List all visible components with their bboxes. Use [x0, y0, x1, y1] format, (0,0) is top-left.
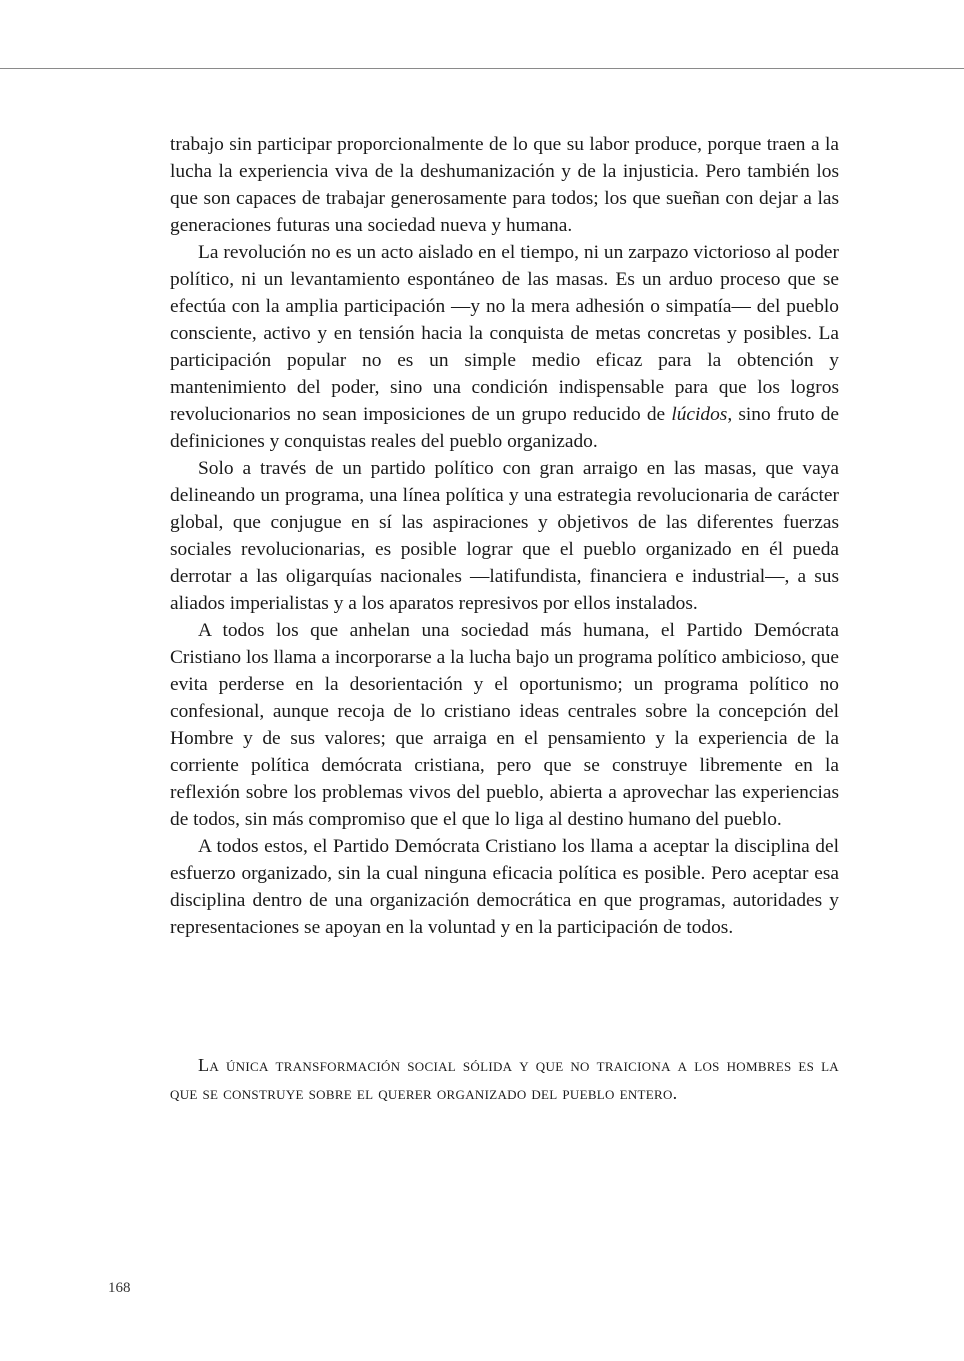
closing-statement: La única transformación social sólida y que no traiciona a los hombres es la que se construye sobre el querer organizado del pueblo entero.	[170, 1055, 840, 1103]
paragraph-2-text-b: , sino fruto de definiciones y conquistas reales del pueblo organizado.	[170, 404, 839, 452]
paragraph-2-text-a: La revolución no es un acto aislado en el tiempo, ni un zarpazo victorioso al poder político, ni un levantamiento espontáneo de las masas. Es un arduo proceso que se efectúa con la amplia participación —y no la mera adhesión o simpatía— del pueblo consciente, activo y en tensión hacia la conquista de metas concretas y posibles. La participación popular no es un simple medio eficaz para la obtención y mantenimiento del poder, sino una condición indispensable para que los logros revolucionarios no sean imposiciones de un grupo reducido de	[170, 242, 839, 425]
paragraph-2	[170, 239, 839, 455]
page-number: 168	[108, 1280, 131, 1296]
paragraph-2-italic-word: lúcidos	[671, 404, 728, 425]
paragraph-3: Solo a través de un partido político con gran arraigo en las masas, que vaya delineando un programa, una línea política y una estrategia revolucionaria de carácter global, que conjugue en sí las aspiraciones y objetivos de las diferentes fuerzas sociales revolucionarias, es posible lograr que el pueblo organizado en él pueda derrotar a las oligarquías nacionales —latifundista, financiera e industrial—, a sus aliados imperialistas y a los aparatos represivos por ellos instalados.	[170, 458, 839, 614]
paragraph-1: trabajo sin participar proporcionalmente de lo que su labor produce, porque traen a la lucha la experiencia viva de la deshumanización y de la injusticia. Pero también los que son capaces de trabajar generosamente para todos; los que sueñan con dejar a las generaciones futuras una sociedad nueva y humana.	[170, 134, 839, 236]
paragraph-5: A todos estos, el Partido Demócrata Cristiano los llama a aceptar la disciplina del esfuerzo organizado, sin la cual ninguna eficacia política es posible. Pero aceptar esa disciplina dentro de una organización democrática en que programas, autoridades y representaciones se apoyan en la voluntad y en la participación de todos.	[170, 836, 839, 938]
body-text	[170, 131, 839, 941]
header-rule	[0, 68, 964, 69]
paragraph-4: A todos los que anhelan una sociedad más humana, el Partido Demócrata Cristiano los llama a incorporarse a la lucha bajo un programa político ambicioso, que evita perderse en la desorientación y el oportunismo; un programa político no confesional, aunque recoja de lo cristiano ideas centrales sobre la concepción del Hombre y de sus valores; que arraiga en el pensamiento y la experiencia de la corriente política demócrata cristiana, pero que se construye libremente en la reflexión sobre los problemas vivos del pueblo, abierta a aprovechar las experiencias de todos, sin más compromiso que el que lo liga al destino humano del pueblo.	[170, 620, 839, 830]
